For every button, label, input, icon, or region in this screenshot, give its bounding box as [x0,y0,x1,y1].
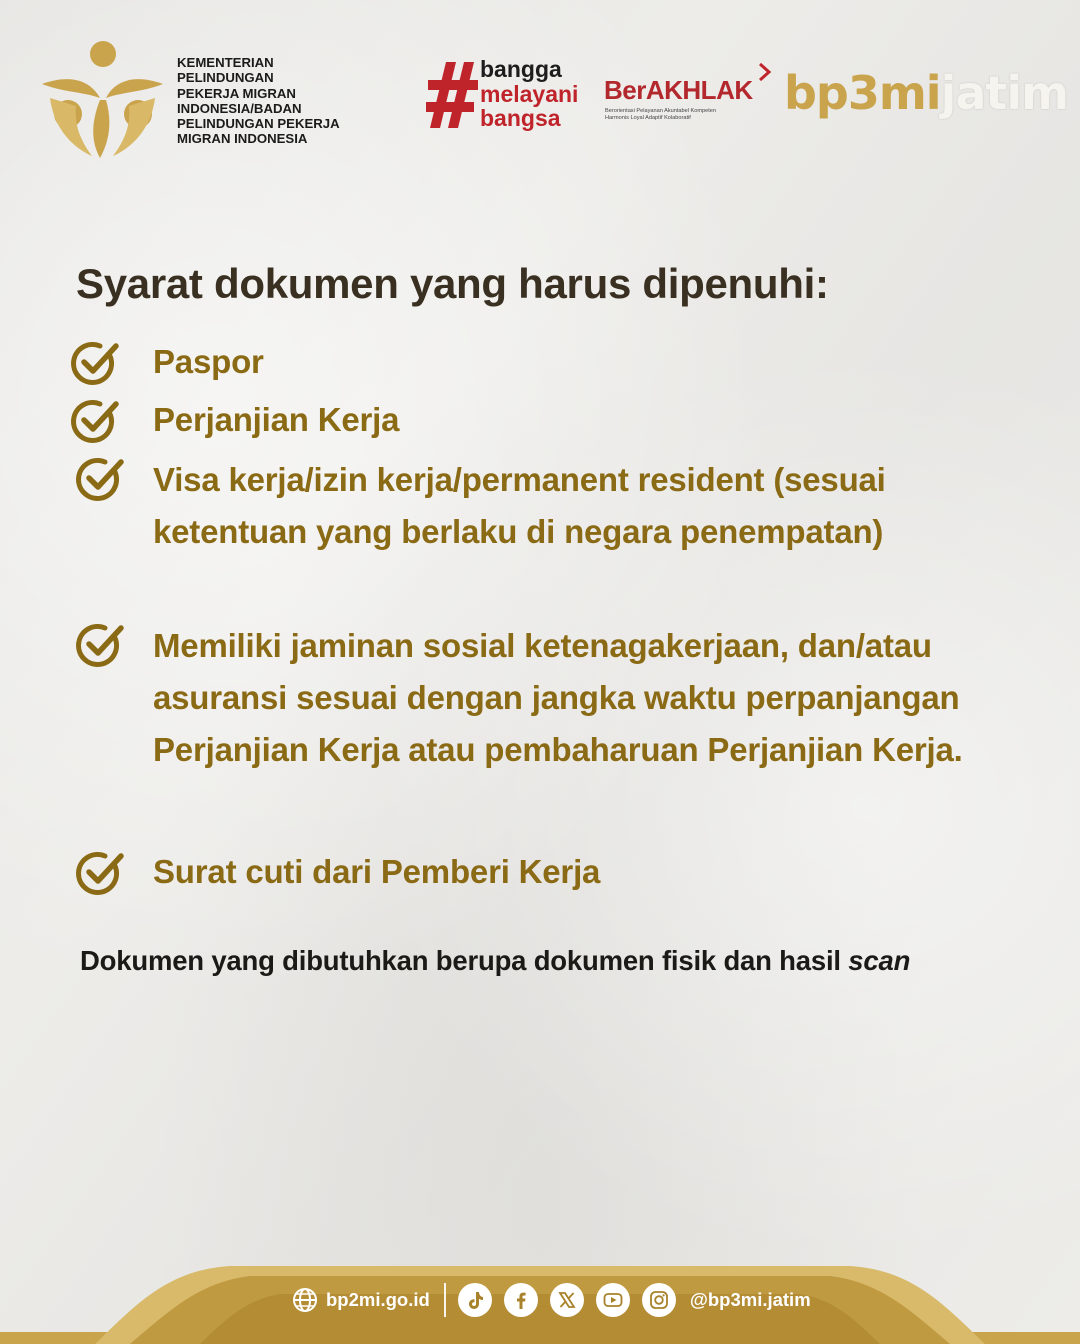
check-circle-icon [70,338,122,386]
hashtag-icon [426,60,478,130]
ministry-logo-icon [40,40,165,160]
ministry-line: PELINDUNGAN [177,70,274,86]
footer-links [292,1282,811,1318]
ministry-line: PELINDUNGAN PEKERJA [177,116,340,132]
x-icon[interactable] [550,1283,584,1317]
social-handle[interactable]: @bp3mi.jatim [689,1289,811,1310]
page-title: Syarat dokumen yang harus dipenuhi: [76,260,829,307]
berakhlak-tagline-line: Harmonis Loyal Adaptif Kolaboratif [605,115,691,121]
slogan-line-1: bangga [480,56,562,82]
slogan-line-3: bangsa [480,105,561,131]
check-circle-icon [75,454,127,502]
ministry-line: KEMENTERIAN [177,55,274,70]
tiktok-icon[interactable] [458,1283,492,1317]
instagram-icon[interactable] [642,1283,676,1317]
document-note [80,940,1050,982]
brand-logo [784,66,1068,120]
check-circle-icon [75,620,127,668]
footer-divider [444,1283,446,1317]
item-text: Paspor [153,343,264,380]
slogan-line-2: melayani [480,80,579,107]
check-circle-icon [70,396,122,444]
globe-icon [292,1287,318,1313]
berakhlak-tagline [605,108,780,122]
ministry-line: PEKERJA MIGRAN [177,85,296,101]
slogan [480,57,578,131]
ministry-line: MIGRAN INDONESIA [177,131,308,147]
berakhlak-logo: BerAKHLAK [604,75,753,105]
item-text: Perjanjian Kerja [153,401,400,438]
facebook-icon[interactable] [504,1283,538,1317]
website-link[interactable]: bp2mi.go.id [326,1289,430,1310]
item-text: Memiliki jaminan sosial ketenagakerjaan, dan/atau asuransi sesuai dengan jangka waktu perpanjangan Perjanjian Kerja atau pembaharuan Perjanjian Kerja. [153,627,963,768]
brand-part-2: jatim [940,66,1069,120]
brand-part-1: bp3mi [784,66,941,120]
chevron-right-icon [757,62,773,82]
note-italic: scan [848,945,911,976]
ministry-line: INDONESIA/BADAN [177,100,302,116]
item-text: Surat cuti dari Pemberi Kerja [153,853,601,890]
check-circle-icon [75,848,127,896]
item-text: Visa kerja/izin kerja/permanent resident (sesuai ketentuan yang berlaku di negara penempatan) [153,461,886,550]
note-main: Dokumen yang dibutuhkan berupa dokumen fisik dan hasil [80,945,849,976]
berakhlak-tagline-line: Berorientasi Pelayanan Akuntabel Kompeten [605,108,717,114]
ministry-name [177,55,377,147]
youtube-icon[interactable] [596,1283,630,1317]
